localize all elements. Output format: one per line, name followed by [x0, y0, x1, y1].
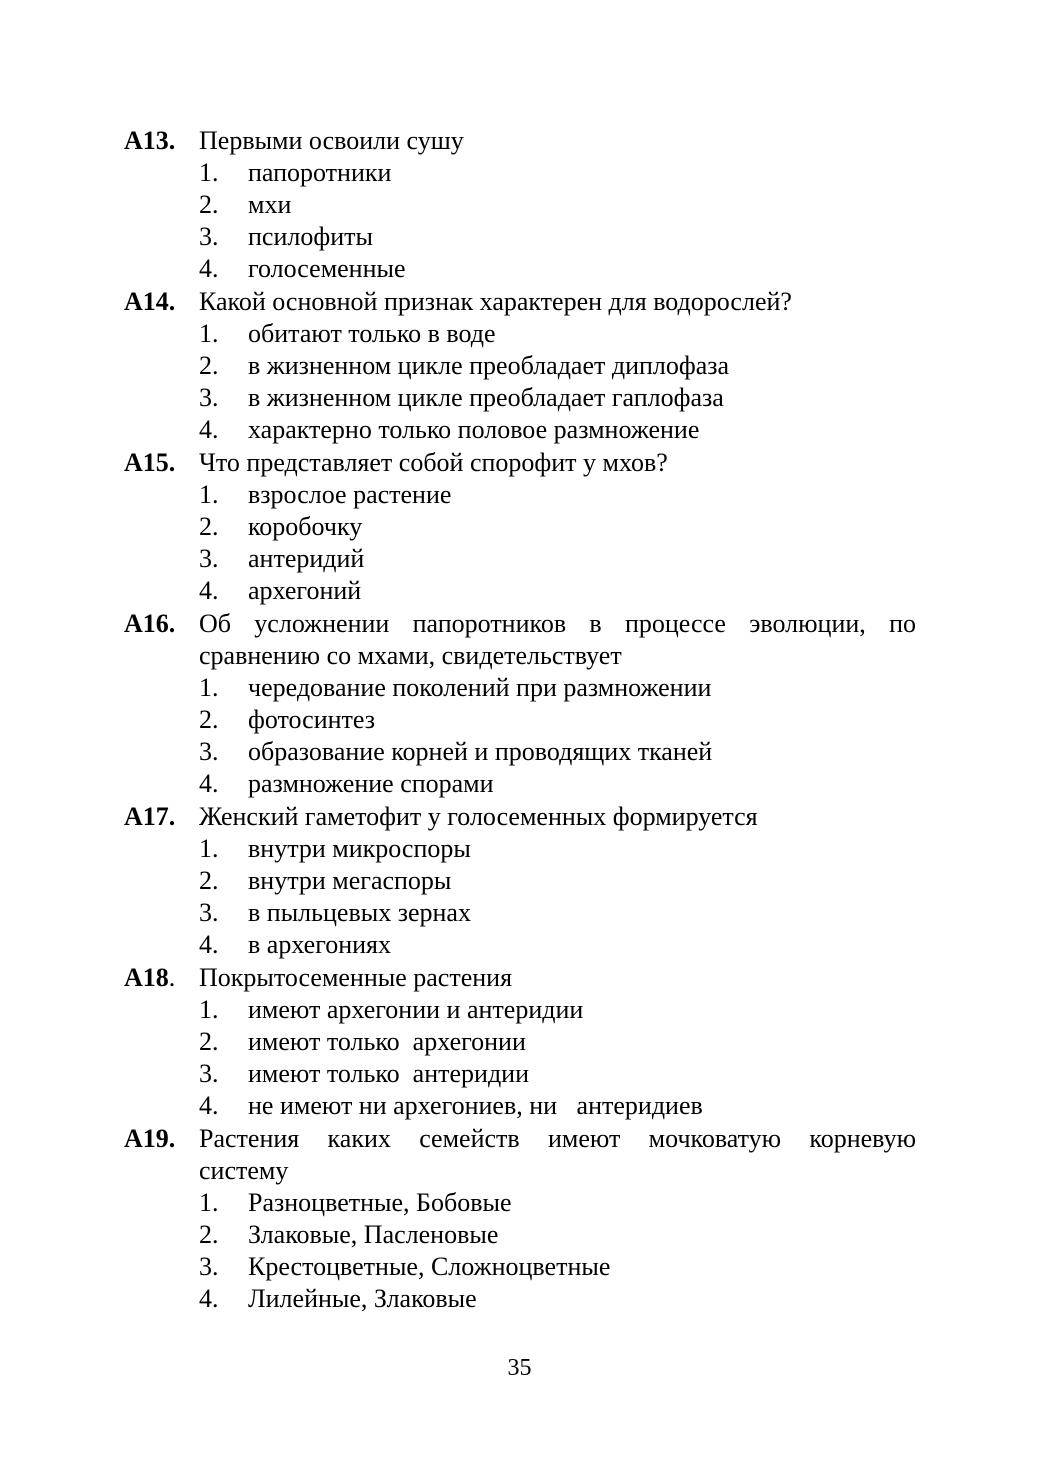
answer-option: [124, 511, 916, 543]
option-text: фотосинтез: [248, 705, 376, 734]
question-number-period: .: [168, 963, 176, 992]
question-text-line1: Растения каких семейств имеют мочковатую корневую: [199, 1124, 916, 1153]
answer-option: [124, 929, 916, 961]
option-number: 4.: [199, 769, 219, 798]
option-text: антеридий: [248, 544, 365, 573]
question-a13: [124, 125, 916, 285]
option-number: 4.: [199, 1284, 219, 1313]
option-text: образование корней и проводящих тканей: [248, 737, 713, 766]
option-number: 2.: [199, 190, 219, 219]
option-text: имеют архегонии и антеридии: [248, 995, 584, 1024]
question-number: A19.: [124, 1124, 176, 1153]
answer-option: [124, 865, 916, 897]
option-number: 1.: [199, 319, 219, 348]
option-number: 4.: [199, 1091, 219, 1120]
question-number: [124, 962, 175, 994]
answer-option: [124, 350, 916, 382]
answer-option: [124, 1283, 916, 1315]
option-number: 3.: [199, 737, 219, 766]
option-text: внутри мегаспоры: [248, 866, 452, 895]
option-text: мхи: [248, 190, 292, 219]
option-text: в пыльцевых зернах: [248, 898, 471, 927]
option-number: 3.: [199, 544, 219, 573]
option-number: 2.: [199, 1220, 219, 1249]
answer-option: [124, 1058, 916, 1090]
option-text: Крестоцветные, Сложноцветные: [248, 1252, 611, 1281]
question-a19: [124, 1123, 916, 1315]
answer-option: [124, 768, 916, 800]
answer-option: [124, 1026, 916, 1058]
option-number: 4.: [199, 415, 219, 444]
answer-option: [124, 543, 916, 575]
option-text: не имеют ни архегониев, ни антеридиев: [248, 1091, 703, 1120]
answer-option: [124, 157, 916, 189]
option-number: 1.: [199, 673, 219, 702]
answer-option: [124, 253, 916, 285]
question-text-line1: Об усложнении папоротников в процессе эволюции, по: [199, 609, 916, 638]
answer-option: [124, 704, 916, 736]
option-text: обитают только в воде: [248, 319, 496, 348]
option-text: голосеменные: [248, 254, 406, 283]
page-number: 35: [507, 1355, 532, 1381]
option-text: Злаковые, Пасленовые: [248, 1220, 499, 1249]
option-text: в жизненном цикле преобладает гаплофаза: [248, 383, 724, 412]
option-number: 1.: [199, 158, 219, 187]
answer-option: [124, 575, 916, 607]
option-number: 2.: [199, 512, 219, 541]
option-number: 1.: [199, 834, 219, 863]
option-number: 2.: [199, 1027, 219, 1056]
question-number: A13.: [124, 126, 176, 155]
question-a18: [124, 962, 916, 1122]
option-text: в архегониях: [248, 930, 392, 959]
answer-option: [124, 994, 916, 1026]
question-text: Что представляет собой спорофит у мхов?: [199, 448, 668, 477]
question-text-line2: систему: [199, 1156, 289, 1185]
answer-option: [124, 897, 916, 929]
option-number: 4.: [199, 254, 219, 283]
question-text: Женский гаметофит у голосеменных формируется: [199, 802, 758, 831]
option-number: 4.: [199, 930, 219, 959]
option-text: в жизненном цикле преобладает диплофаза: [248, 351, 730, 380]
option-number: 3.: [199, 383, 219, 412]
option-text: папоротники: [248, 158, 392, 187]
answer-option: [124, 382, 916, 414]
question-number: A15.: [124, 448, 176, 477]
answer-option: [124, 414, 916, 446]
option-text: размножение спорами: [248, 769, 494, 798]
option-number: 1.: [199, 1188, 219, 1217]
question-text: Какой основной признак характерен для водорослей?: [199, 287, 792, 316]
option-text: характерно только половое размножение: [248, 415, 700, 444]
question-number: A17.: [124, 802, 176, 831]
option-number: 1.: [199, 995, 219, 1024]
option-number: 3.: [199, 1059, 219, 1088]
question-number: A16.: [124, 609, 176, 638]
option-text: внутри микроспоры: [248, 834, 471, 863]
option-text: архегоний: [248, 576, 362, 605]
answer-option: [124, 672, 916, 704]
answer-option: [124, 1090, 916, 1122]
answer-option: [124, 189, 916, 221]
answer-option: [124, 1251, 916, 1283]
option-text: имеют только антеридии: [248, 1059, 529, 1088]
answer-option: [124, 1187, 916, 1219]
option-number: 3.: [199, 222, 219, 251]
answer-option: [124, 736, 916, 768]
question-a16: [124, 608, 916, 800]
answer-option: [124, 833, 916, 865]
option-text: псилофиты: [248, 222, 373, 251]
question-text: Первыми освоили сушу: [199, 126, 464, 155]
option-number: 1.: [199, 480, 219, 509]
question-a15: [124, 447, 916, 607]
option-number: 3.: [199, 898, 219, 927]
option-text: имеют только архегонии: [248, 1027, 526, 1056]
option-number: 3.: [199, 1252, 219, 1281]
answer-option: [124, 318, 916, 350]
option-number: 2.: [199, 351, 219, 380]
answer-option: [124, 1219, 916, 1251]
question-number: A14.: [124, 287, 176, 316]
question-a14: [124, 286, 916, 446]
option-text: Лилейные, Злаковые: [248, 1284, 477, 1313]
question-text: Покрытосеменные растения: [199, 963, 513, 992]
answer-option: [124, 221, 916, 253]
question-text-line2: сравнению со мхами, свидетельствует: [199, 641, 622, 670]
question-a17: [124, 801, 916, 961]
option-text: чередование поколений при размножении: [248, 673, 712, 702]
option-text: взрослое растение: [248, 480, 452, 509]
option-number: 4.: [199, 576, 219, 605]
option-text: Разноцветные, Бобовые: [248, 1188, 512, 1217]
option-text: коробочку: [248, 512, 363, 541]
option-number: 2.: [199, 866, 219, 895]
question-number-label: A18: [124, 963, 169, 992]
option-number: 2.: [199, 705, 219, 734]
answer-option: [124, 479, 916, 511]
